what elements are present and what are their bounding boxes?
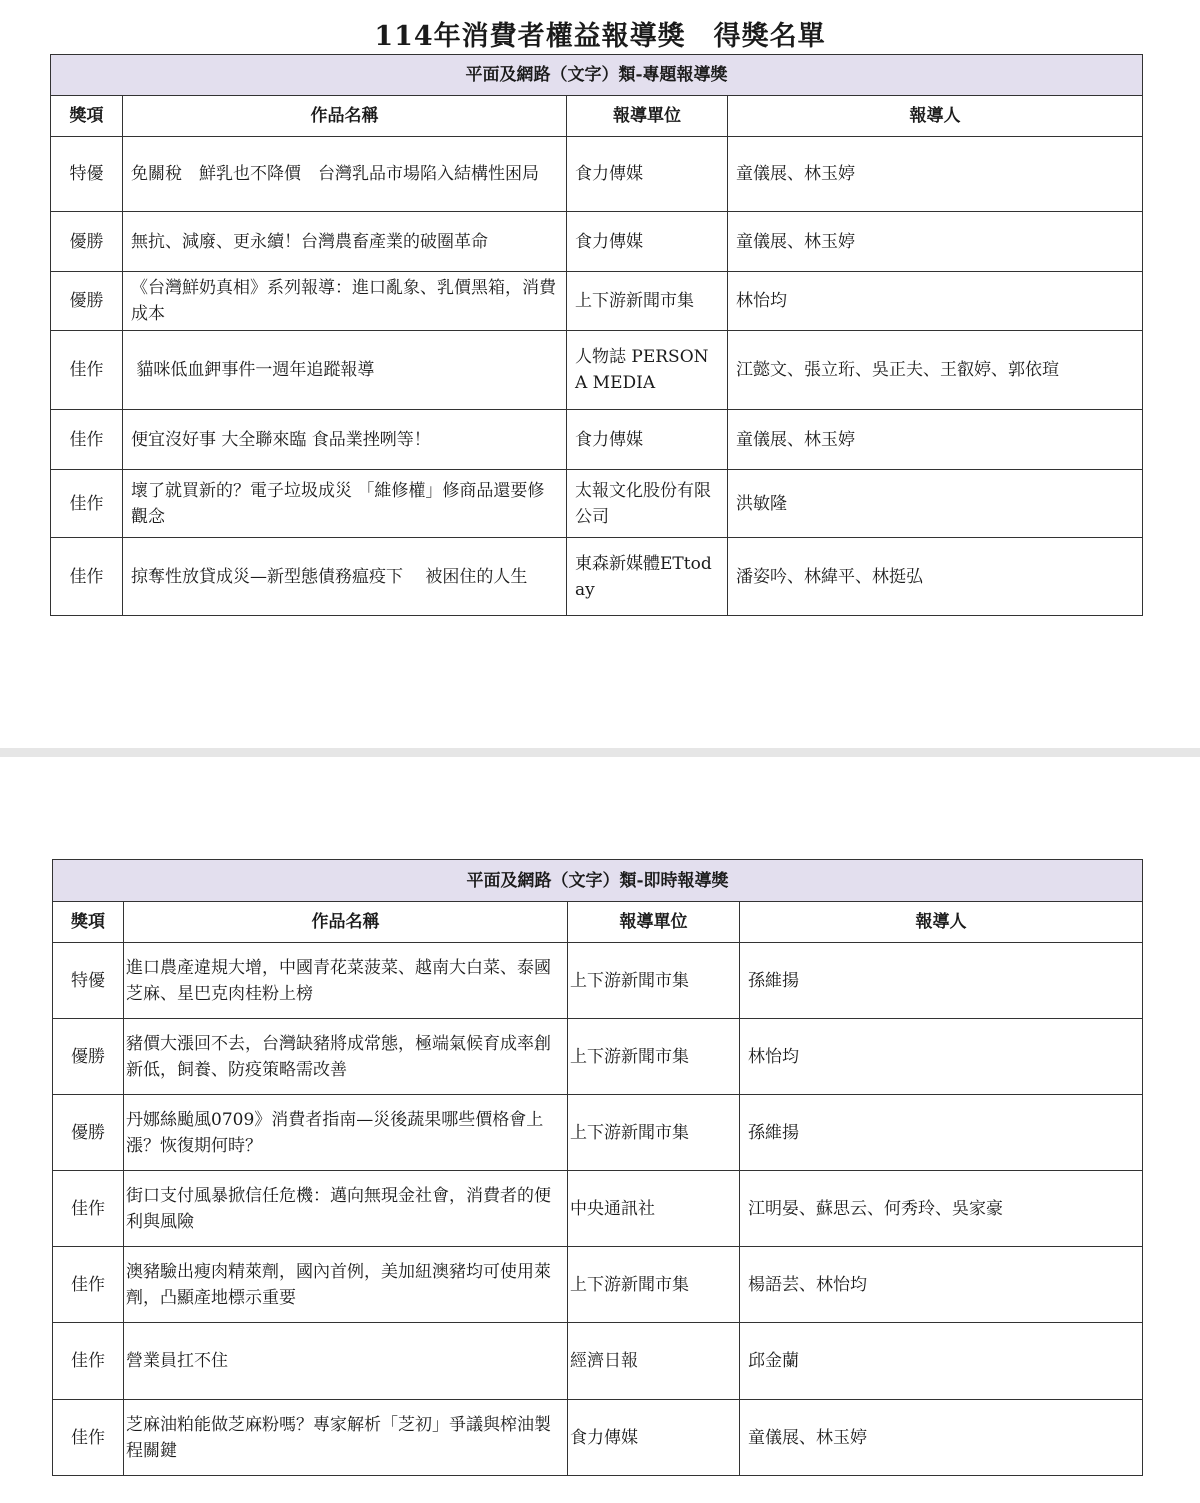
- news-unit: 上下游新聞市集: [568, 1019, 740, 1095]
- table-row: [53, 1095, 1143, 1171]
- award-level: 佳作: [51, 470, 123, 538]
- header-reporter: 報導人: [728, 96, 1143, 137]
- header-award: 獎項: [51, 96, 123, 137]
- work-title: 丹娜絲颱風0709》消費者指南—災後蔬果哪些價格會上漲？恢復期何時？: [124, 1095, 568, 1171]
- table-row: [51, 538, 1143, 616]
- reporter-names: 童儀展、林玉婷: [728, 410, 1143, 470]
- table-category: 平面及網路（文字）類-即時報導獎: [53, 860, 1143, 902]
- reporter-names: 邱金蘭: [740, 1323, 1143, 1400]
- reporter-names: 楊語芸、林怡均: [740, 1247, 1143, 1323]
- reporter-names: 江懿文、張立珩、吳正夫、王叡婷、郭依瑄: [728, 331, 1143, 410]
- table-row: [53, 1400, 1143, 1476]
- award-level: 佳作: [53, 1323, 124, 1400]
- page-separator: [0, 748, 1200, 757]
- reporter-names: 孫維揚: [740, 1095, 1143, 1171]
- reporter-names: 洪敏隆: [728, 470, 1143, 538]
- news-unit: 上下游新聞市集: [568, 1095, 740, 1171]
- award-level: 佳作: [51, 538, 123, 616]
- work-title: 進口農產違規大增，中國青花菜菠菜、越南大白菜、泰國芝麻、星巴克肉桂粉上榜: [124, 943, 568, 1019]
- document-title: 114年消費者權益報導獎 得獎名單: [374, 21, 826, 52]
- award-level: 佳作: [53, 1171, 124, 1247]
- news-unit: 上下游新聞市集: [567, 272, 728, 331]
- table-category: 平面及網路（文字）類-專題報導獎: [51, 55, 1143, 96]
- work-title: 便宜沒好事 大全聯來臨 食品業挫咧等！: [123, 410, 567, 470]
- table-row: [51, 137, 1143, 212]
- news-unit: 人物誌 PERSONA MEDIA: [567, 331, 728, 410]
- news-unit: 東森新媒體ETtoday: [567, 538, 728, 616]
- table-row: [53, 1323, 1143, 1400]
- work-title: 免關稅 鮮乳也不降價 台灣乳品市場陷入結構性困局: [123, 137, 567, 212]
- table-row: [51, 470, 1143, 538]
- work-title: 壞了就買新的？電子垃圾成災 「維修權」修商品還要修觀念: [123, 470, 567, 538]
- news-unit: 食力傳媒: [567, 212, 728, 272]
- work-title: 澳豬驗出瘦肉精萊劑，國內首例，美加紐澳豬均可使用萊劑，凸顯產地標示重要: [124, 1247, 568, 1323]
- news-unit: 食力傳媒: [567, 137, 728, 212]
- award-level: 佳作: [53, 1247, 124, 1323]
- news-unit: 食力傳媒: [567, 410, 728, 470]
- page-2: [0, 757, 1200, 1503]
- work-title: 無抗、減廢、更永續！台灣農畜產業的破圈革命: [123, 212, 567, 272]
- header-unit: 報導單位: [568, 902, 740, 943]
- award-level: 特優: [51, 137, 123, 212]
- news-unit: 經濟日報: [568, 1323, 740, 1400]
- award-table-feature: [50, 54, 1143, 616]
- news-unit: 太報文化股份有限公司: [567, 470, 728, 538]
- work-title: 貓咪低血鉀事件一週年追蹤報導: [123, 331, 567, 410]
- work-title: 街口支付風暴掀信任危機：邁向無現金社會，消費者的便利與風險: [124, 1171, 568, 1247]
- table-row: [53, 1019, 1143, 1095]
- reporter-names: 孫維揚: [740, 943, 1143, 1019]
- award-level: 佳作: [51, 410, 123, 470]
- reporter-names: 江明晏、蘇思云、何秀玲、吳家豪: [740, 1171, 1143, 1247]
- table-row: [53, 1171, 1143, 1247]
- award-level: 優勝: [53, 1019, 124, 1095]
- reporter-names: 林怡均: [740, 1019, 1143, 1095]
- award-level: 優勝: [51, 272, 123, 331]
- reporter-names: 童儀展、林玉婷: [740, 1400, 1143, 1476]
- work-title: 掠奪性放貸成災—新型態債務瘟疫下 被困住的人生: [123, 538, 567, 616]
- award-level: 佳作: [53, 1400, 124, 1476]
- award-level: 優勝: [53, 1095, 124, 1171]
- news-unit: 上下游新聞市集: [568, 943, 740, 1019]
- header-work: 作品名稱: [124, 902, 568, 943]
- table-row: [53, 943, 1143, 1019]
- page-1: [0, 0, 1200, 748]
- table-row: [51, 212, 1143, 272]
- reporter-names: 林怡均: [728, 272, 1143, 331]
- header-unit: 報導單位: [567, 96, 728, 137]
- header-award: 獎項: [53, 902, 124, 943]
- news-unit: 中央通訊社: [568, 1171, 740, 1247]
- table-row: [51, 331, 1143, 410]
- header-reporter: 報導人: [740, 902, 1143, 943]
- work-title: 芝麻油粕能做芝麻粉嗎？專家解析「芝初」爭議與榨油製程關鍵: [124, 1400, 568, 1476]
- award-level: 佳作: [51, 331, 123, 410]
- header-work: 作品名稱: [123, 96, 567, 137]
- news-unit: 食力傳媒: [568, 1400, 740, 1476]
- award-level: 優勝: [51, 212, 123, 272]
- table-row: [51, 272, 1143, 331]
- reporter-names: 潘姿吟、林緯平、林挺弘: [728, 538, 1143, 616]
- award-table-instant: [52, 859, 1143, 1476]
- work-title: 豬價大漲回不去，台灣缺豬將成常態，極端氣候育成率創新低，飼養、防疫策略需改善: [124, 1019, 568, 1095]
- table-row: [53, 1247, 1143, 1323]
- work-title: 《台灣鮮奶真相》系列報導：進口亂象、乳價黑箱，消費成本: [123, 272, 567, 331]
- reporter-names: 童儀展、林玉婷: [728, 137, 1143, 212]
- work-title: 營業員扛不住: [124, 1323, 568, 1400]
- table-row: [51, 410, 1143, 470]
- news-unit: 上下游新聞市集: [568, 1247, 740, 1323]
- reporter-names: 童儀展、林玉婷: [728, 212, 1143, 272]
- award-level: 特優: [53, 943, 124, 1019]
